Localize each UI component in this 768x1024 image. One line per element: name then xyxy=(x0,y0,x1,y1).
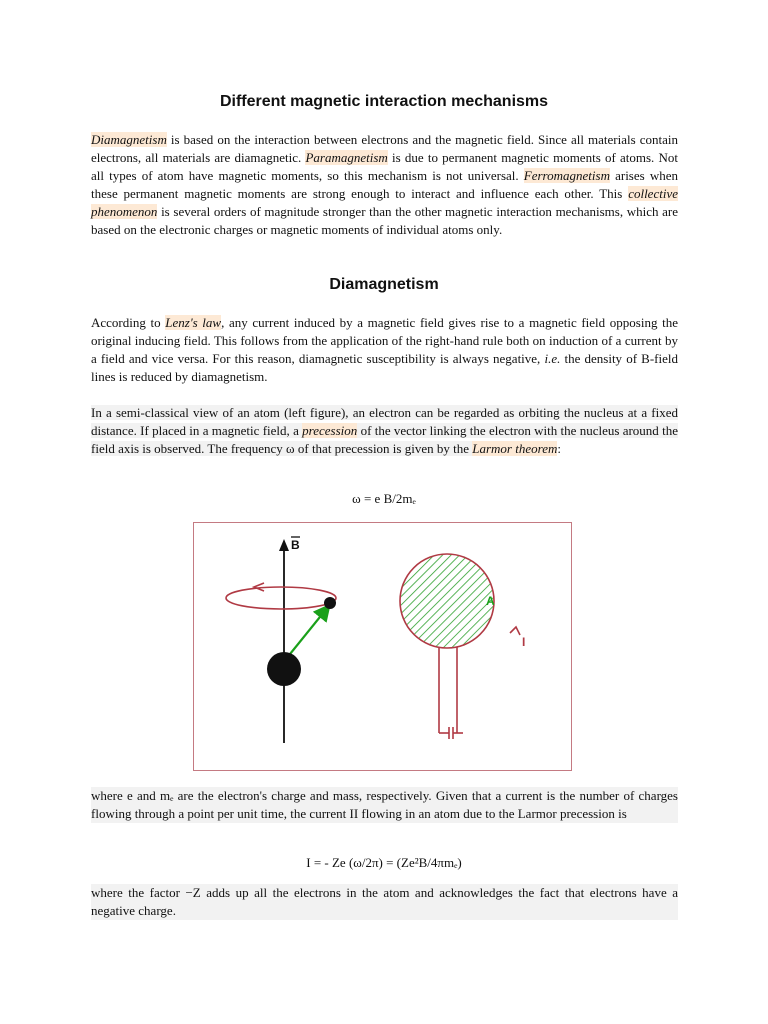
current-arrow xyxy=(510,627,520,635)
intro-text-1: is based on the interaction between electrons and the magnetic field. Since all materials contain electrons, all materials are diamagnetic. xyxy=(91,132,678,165)
label-i: I xyxy=(522,635,526,649)
link-ferromagnetism[interactable]: Ferromagnetism xyxy=(523,168,610,183)
precession-paragraph xyxy=(91,404,678,458)
larmor-equation: ω = e B/2mₑ xyxy=(352,491,416,506)
link-diamagnetism[interactable]: Diamagnetism xyxy=(91,132,167,147)
b-axis-arrowhead xyxy=(279,539,289,551)
precession-vector xyxy=(286,607,328,659)
precession-text-3: : xyxy=(557,441,561,456)
orbit-ellipse xyxy=(226,587,336,609)
lenz-text-2: , any current induced by a magnetic field gives rise to a magnetic field opposing the original inducing field. This follows from the application of the right-hand rule both on induction of a current by a field and vice versa. For this reason, diamagnetic susceptibility is always negative, xyxy=(91,315,678,366)
lenz-paragraph xyxy=(91,314,678,386)
label-a: A xyxy=(486,594,495,608)
intro-text-2: is due to permanent magnetic moments of atoms. Not all types of atom have magnetic moments, so this mechanism is not universal. xyxy=(91,150,678,183)
link-lenzs-law[interactable]: Lenz's law xyxy=(165,315,222,330)
precession-text-1: In a semi-classical view of an atom (left figure), an electron can be regarded as orbiting the nucleus at a fixed distance. If placed in a magnetic field, a xyxy=(91,405,678,438)
atom-diagram xyxy=(194,523,570,769)
electron xyxy=(324,597,336,609)
link-precession[interactable]: precession xyxy=(302,423,358,438)
label-b: B xyxy=(291,538,300,552)
lenz-text-1: According to xyxy=(91,315,166,330)
precession-text-2: of the vector linking the electron with the nucleus around the field axis is observed. The frequency ω of that precession is given by the xyxy=(91,423,678,456)
intro-paragraph xyxy=(91,131,678,239)
lenz-text-3: the density of B-field lines is reduced by diamagnetism. xyxy=(91,351,678,384)
charge-paragraph: where the factor −Z adds up all the electrons in the atom and acknowledges the fact that electrons have a negative charge. xyxy=(91,885,678,918)
page-title: Different magnetic interaction mechanisms xyxy=(219,93,549,110)
section-heading: Diamagnetism xyxy=(329,276,439,293)
link-paramagnetism[interactable]: Paramagnetism xyxy=(305,150,388,165)
current-paragraph: where e and mₑ are the electron's charge and mass, respectively. Given that a current is the number of charges flowing through a point per unit time, the current II flowing in an atom due to the Larmor precession is xyxy=(91,788,678,821)
atom-figure xyxy=(193,522,572,771)
intro-text-4: is several orders of magnitude stronger than the other magnetic interaction mechanisms, which are based on the electronic charges or magnetic moments of individual atoms only. xyxy=(91,204,678,237)
current-equation: I = - Ze (ω/2π) = (Ze²B/4πmₑ) xyxy=(306,855,462,870)
link-collective-phenomenon[interactable]: collective phenomenon xyxy=(91,186,678,219)
link-larmor-theorem[interactable]: Larmor theorem xyxy=(472,441,558,456)
nucleus xyxy=(267,652,301,686)
current-loop xyxy=(400,554,494,648)
lenz-ie: i.e. xyxy=(544,351,561,366)
intro-text-3: arises when these permanent magnetic moments are strong enough to interact and influence each other. This xyxy=(91,168,678,201)
